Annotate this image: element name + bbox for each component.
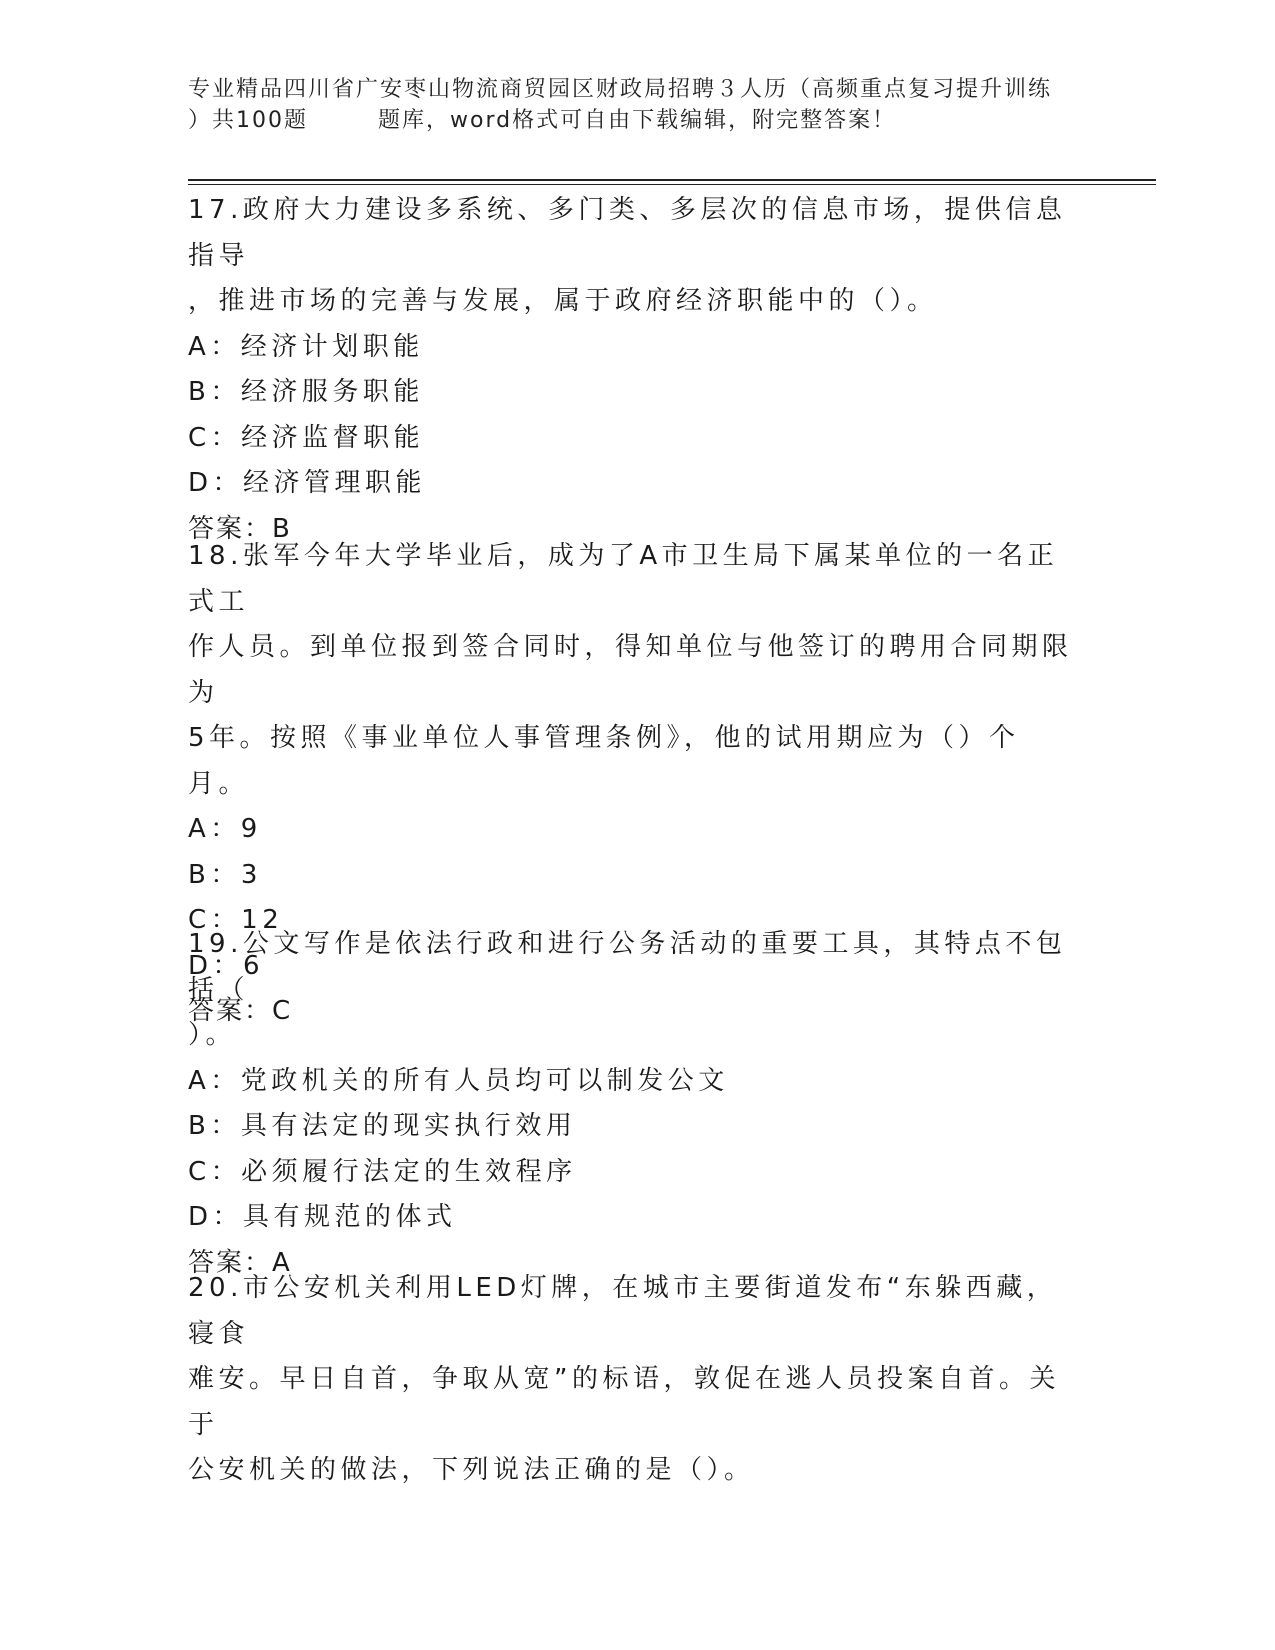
header-line-2-end: 题库，word格式可自由下载编辑，附完整答案！ <box>378 108 897 133</box>
question-stem-line: 难安。早日自首，争取从宽”的标语，敦促在逃人员投案自首。关于 <box>188 1364 1060 1440</box>
question-stem-line: 20.市公安机关利用LED灯牌，在城市主要街道发布“东躲西藏，寝食 <box>188 1273 1058 1349</box>
option-a: A：党政机关的所有人员均可以制发公文 <box>188 1065 729 1096</box>
option-b: B：具有法定的现实执行效用 <box>188 1111 577 1141</box>
header-rule-thin <box>188 184 1156 185</box>
question-stem-line: 公安机关的做法，下列说法正确的是（）。 <box>188 1455 755 1485</box>
option-d: D：具有规范的体式 <box>188 1202 457 1232</box>
question-17 <box>188 188 1078 552</box>
question-20 <box>188 1266 1078 1494</box>
question-stem-line: 19.公文写作是依法行政和进行公务活动的重要工具，其特点不包括（ <box>188 929 1067 1005</box>
option-b: B：经济服务职能 <box>188 377 424 407</box>
option-a: A：9 <box>188 814 262 844</box>
question-stem-line: ）。 <box>188 1020 237 1050</box>
option-c: C：12 <box>188 905 284 935</box>
document-header <box>188 74 1088 136</box>
question-stem-line: 作人员。到单位报到签合同时，得知单位与他签订的聘用合同期限为 <box>188 632 1073 708</box>
option-d: D：6 <box>188 950 265 981</box>
question-stem-line: 17.政府大力建设多系统、多门类、多层次的信息市场，提供信息指导 <box>188 195 1067 271</box>
answer: 答案：C <box>188 996 293 1026</box>
header-rule-thick <box>188 179 1156 181</box>
header-line-2-start: ）共100题 <box>188 108 308 133</box>
question-19 <box>188 922 1078 1286</box>
header-line-1: 专业精品四川省广安枣山物流商贸园区财政局招聘３人历（高频重点复习提升训练 <box>188 77 1053 102</box>
option-d: D：经济管理职能 <box>188 468 427 498</box>
question-stem-line: 5年。按照《事业单位人事管理条例》，他的试用期应为（）个月。 <box>188 723 1020 799</box>
answer: 答案：B <box>188 513 292 544</box>
question-stem-line: ，推进市场的完善与发展，属于政府经济职能中的（）。 <box>188 286 938 316</box>
option-b: B：3 <box>188 859 262 890</box>
option-c: C：经济监督职能 <box>188 422 425 453</box>
option-c: C：必须履行法定的生效程序 <box>188 1156 577 1187</box>
answer: 答案：A <box>188 1247 292 1278</box>
option-a: A：经济计划职能 <box>188 331 424 362</box>
header-line-2 <box>188 105 1088 136</box>
question-stem-line: 18.张军今年大学毕业后，成为了A市卫生局下属某单位的一名正式工 <box>188 541 1059 617</box>
